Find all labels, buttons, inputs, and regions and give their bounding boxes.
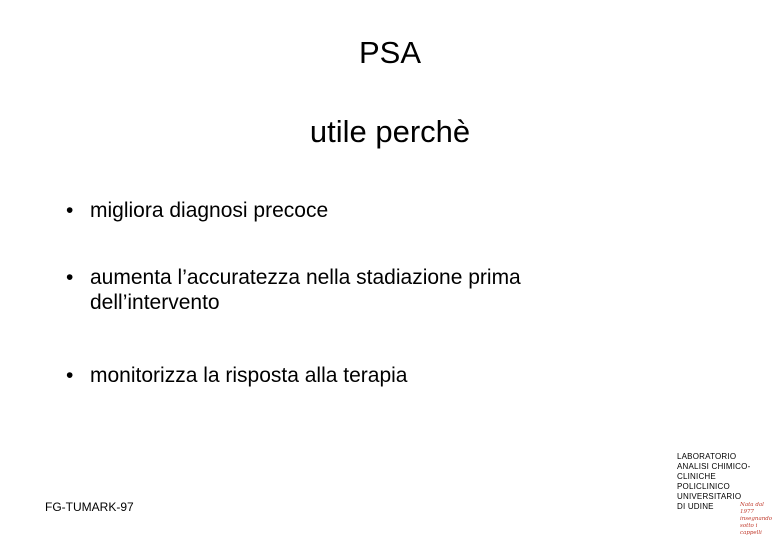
logo-line: insegnando <box>740 516 773 522</box>
bullet-item <box>66 265 521 315</box>
bullet-dot: • <box>66 364 74 387</box>
logo <box>740 502 776 537</box>
lab-line: POLICLINICO <box>677 482 730 491</box>
bullet-text: migliora diagnosi precoce <box>90 199 329 222</box>
bullet-text: monitorizza la risposta alla terapia <box>90 364 408 387</box>
lab-line: ANALISI CHIMICO- <box>677 462 751 471</box>
bullet-dot: • <box>66 266 74 289</box>
bullet-text-line2: dell’intervento <box>90 291 220 314</box>
footer-code: FG-TUMARK-97 <box>45 500 134 514</box>
logo-line: Nata dal 1977 <box>740 502 764 515</box>
logo-line: sotto i cappelli <box>740 523 762 536</box>
lab-line: CLINICHE <box>677 472 716 481</box>
bullet-item <box>66 198 328 223</box>
slide-subtitle: utile perchè <box>309 114 471 149</box>
lab-line: DI UDINE <box>677 502 714 511</box>
lab-line: LABORATORIO <box>677 452 737 461</box>
bullet-item <box>66 363 407 388</box>
lab-line: UNIVERSITARIO <box>677 492 742 501</box>
bullet-dot: • <box>66 199 74 222</box>
slide-title: PSA <box>358 35 422 70</box>
bullet-text-line1: aumenta l’accuratezza nella stadiazione prima <box>90 266 521 289</box>
